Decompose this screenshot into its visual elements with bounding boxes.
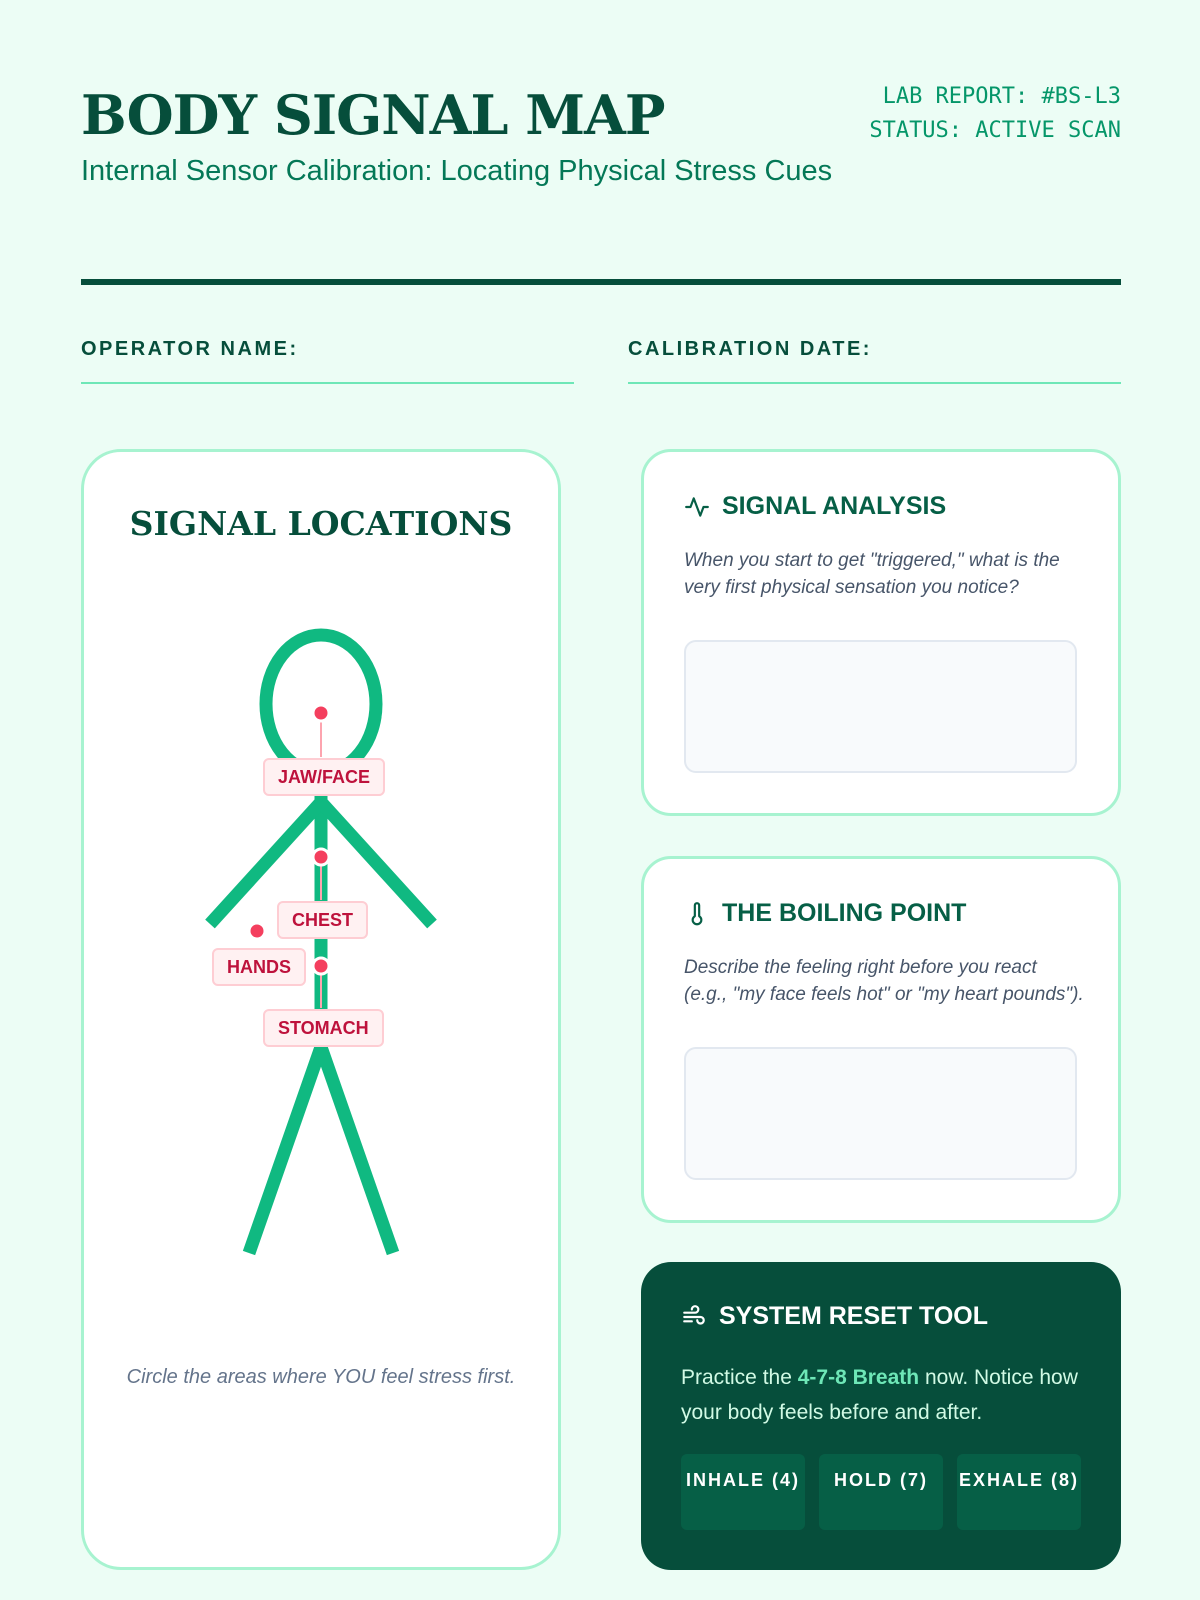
worksheet-page (81, 0, 1121, 1600)
lab-report-id: LAB REPORT: #BS-L3 (882, 84, 1121, 109)
signal-analysis-header (684, 492, 946, 521)
jaw-face-label: JAW/FACE (263, 758, 385, 796)
page-title: BODY SIGNAL MAP (81, 83, 665, 147)
boiling-point-prompt: Describe the feeling right before you react (e.g., "my face feels hot" or "my heart pounds"). (684, 957, 1084, 1005)
jaw-marker (313, 705, 329, 721)
calibration-date-label: CALIBRATION DATE: (628, 338, 872, 360)
signal-locations-title: SIGNAL LOCATIONS (129, 504, 513, 543)
signal-analysis-prompt: When you start to get "triggered," what is the very first physical sensation you notice? (684, 550, 1060, 598)
signal-analysis-answer-box[interactable] (684, 640, 1077, 773)
inhale-step: INHALE (4) (681, 1454, 805, 1530)
boiling-point-header (684, 899, 966, 928)
reset-text-start: Practice the (681, 1366, 798, 1389)
operator-name-field[interactable] (81, 338, 574, 384)
figure-right-leg (321, 1047, 393, 1253)
thermometer-icon (684, 901, 710, 927)
figure-caption: Circle the areas where YOU feel stress first. (126, 1366, 516, 1388)
exhale-step: EXHALE (8) (957, 1454, 1081, 1530)
system-reset-header (681, 1302, 988, 1331)
reset-text-end: now. Notice how your body feels before and after. (681, 1366, 1078, 1424)
reset-text-emphasis: 4-7-8 Breath (797, 1366, 920, 1389)
hold-step: HOLD (7) (819, 1454, 943, 1530)
figure-left-leg (249, 1047, 321, 1253)
stomach-marker (313, 958, 329, 974)
chest-marker (313, 849, 329, 865)
status-text: STATUS: ACTIVE SCAN (869, 118, 1121, 143)
stomach-label: STOMACH (263, 1009, 384, 1047)
system-reset-card (641, 1262, 1121, 1570)
signal-analysis-card (641, 449, 1121, 816)
calibration-date-field[interactable] (628, 338, 1121, 384)
report-meta (841, 80, 1121, 148)
signal-analysis-title: SIGNAL ANALYSIS (722, 492, 947, 520)
boiling-point-answer-box[interactable] (684, 1047, 1077, 1180)
operator-name-label: OPERATOR NAME: (81, 338, 299, 360)
page-subtitle: Internal Sensor Calibration: Locating Physical Stress Cues (81, 155, 833, 187)
wind-icon (681, 1304, 707, 1330)
header (81, 80, 1121, 285)
chest-label: CHEST (277, 901, 368, 939)
signal-locations-card (81, 449, 561, 1570)
activity-icon (684, 494, 710, 520)
system-reset-instructions (681, 1360, 1081, 1430)
breath-steps (681, 1454, 1081, 1530)
system-reset-title: SYSTEM RESET TOOL (719, 1302, 989, 1330)
boiling-point-card (641, 856, 1121, 1223)
boiling-point-title: THE BOILING POINT (722, 899, 967, 927)
hands-label: HANDS (212, 948, 306, 986)
hands-marker (249, 923, 265, 939)
